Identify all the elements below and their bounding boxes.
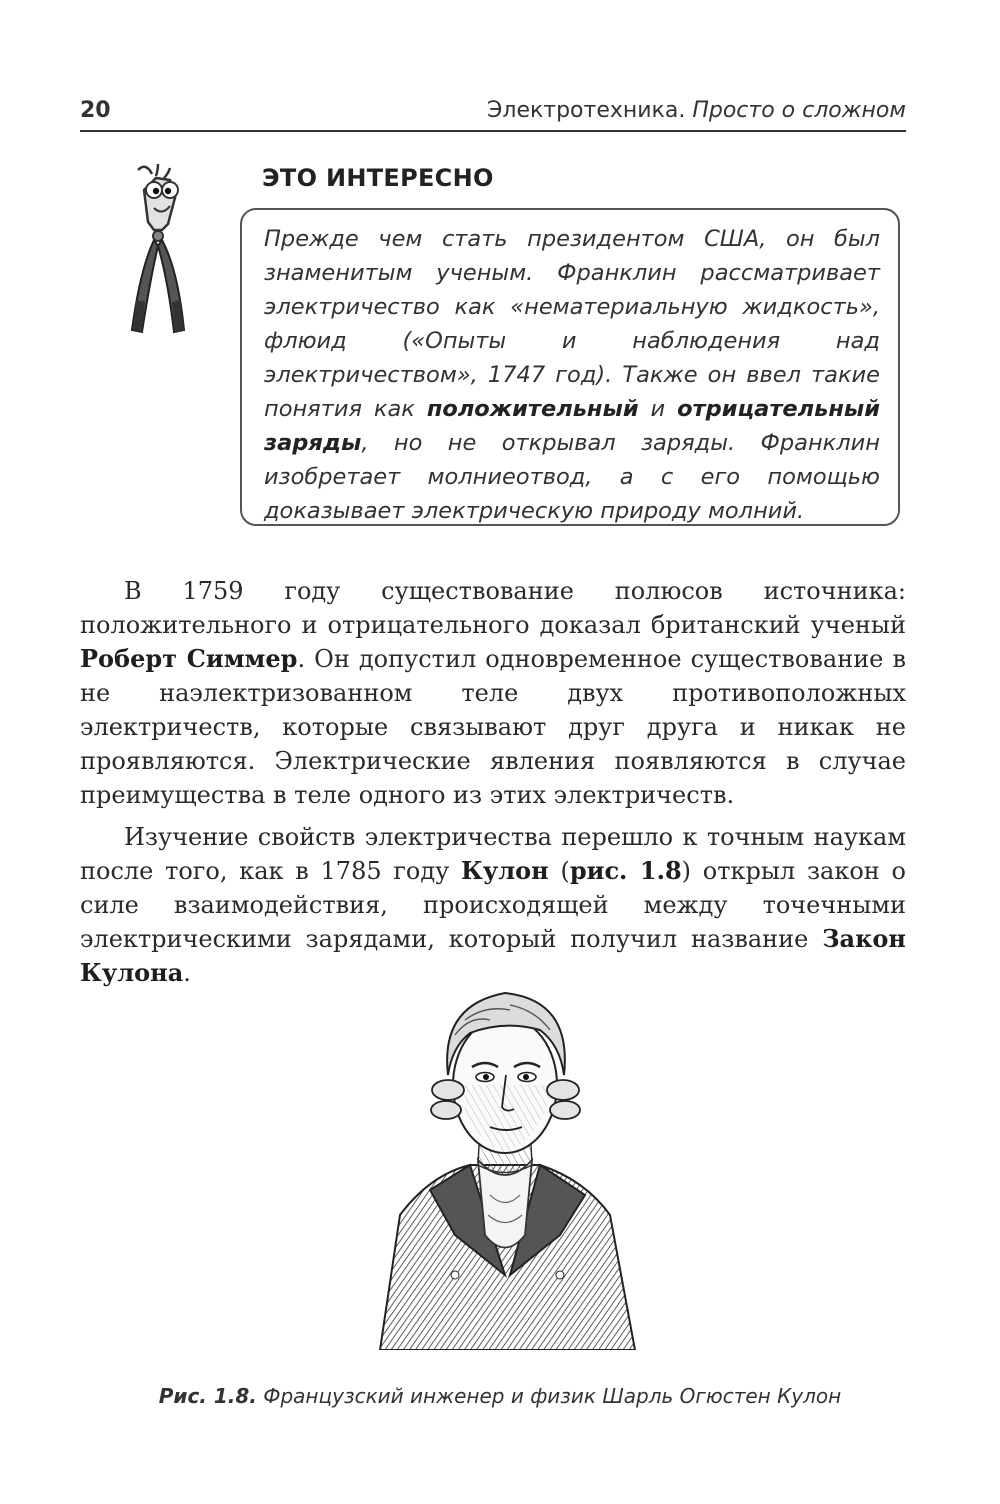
figure-caption (0, 1384, 1000, 1408)
paragraph-2 (80, 820, 906, 990)
book-subtitle: Просто о сложном (692, 98, 906, 123)
paragraph-text: ) (681, 857, 692, 885)
fact-text-part: , но не открывал заряды. Франклин изобретает молниеотвод, а с его помощью доказывает электрическую природу молний. (264, 430, 880, 524)
caption-text: Французский инженер и физик Шарль Огюстен Кулон (256, 1384, 842, 1408)
sidebar-heading: ЭТО ИНТЕРЕСНО (262, 164, 494, 192)
paragraph-text: открыл закон о силе взаимодействия, происходящей между точечными электрическими зарядами, который получил название (80, 857, 906, 953)
caption-label: Рис. 1.8. (158, 1384, 257, 1408)
interesting-fact-text (264, 222, 880, 528)
term-negative: отрицательный заряды (264, 396, 880, 456)
name-coulomb: Кулон (461, 856, 549, 885)
page-number: 20 (80, 98, 111, 123)
pliers-mascot-icon (118, 160, 198, 340)
main-text (80, 574, 906, 998)
name-simmer: Роберт Симмер (80, 644, 298, 673)
fact-text-part: Прежде чем стать президентом США, он был знаменитым ученым. Франклин рассматривает электричество как «нематериальную жидкость», флюид («Опыты и наблюдения над электричеством», 1747 год). Также он ввел такие понятия как (264, 226, 880, 422)
paragraph-1 (80, 574, 906, 812)
paragraph-text: ( (548, 857, 570, 885)
book-title: Электротехника. (487, 98, 686, 123)
page-header (80, 96, 906, 132)
running-head (487, 98, 906, 123)
fact-text-part: и (638, 396, 678, 422)
paragraph-text: В 1759 году существование полюсов источника: положительного и отрицательного доказал британский ученый (80, 577, 906, 639)
paragraph-text: . Он допустил одновременное существование в не наэлектризованном теле двух противоположных электричеств, которые связывают друг друга и никак не проявляются. Электрические явления появляются в случае преимущества в теле одного из этих электричеств. (80, 645, 906, 809)
term-positive: положительный (426, 396, 639, 422)
coulomb-law: Закон Кулона (80, 924, 906, 987)
interesting-fact-box (240, 208, 900, 526)
paragraph-text: Изучение свойств электричества перешло к точным наукам после того, как в 1785 году (80, 823, 906, 885)
paragraph-text: . (183, 959, 191, 987)
figure-reference: рис. 1.8 (569, 856, 682, 885)
coulomb-portrait-engraving (360, 975, 650, 1350)
